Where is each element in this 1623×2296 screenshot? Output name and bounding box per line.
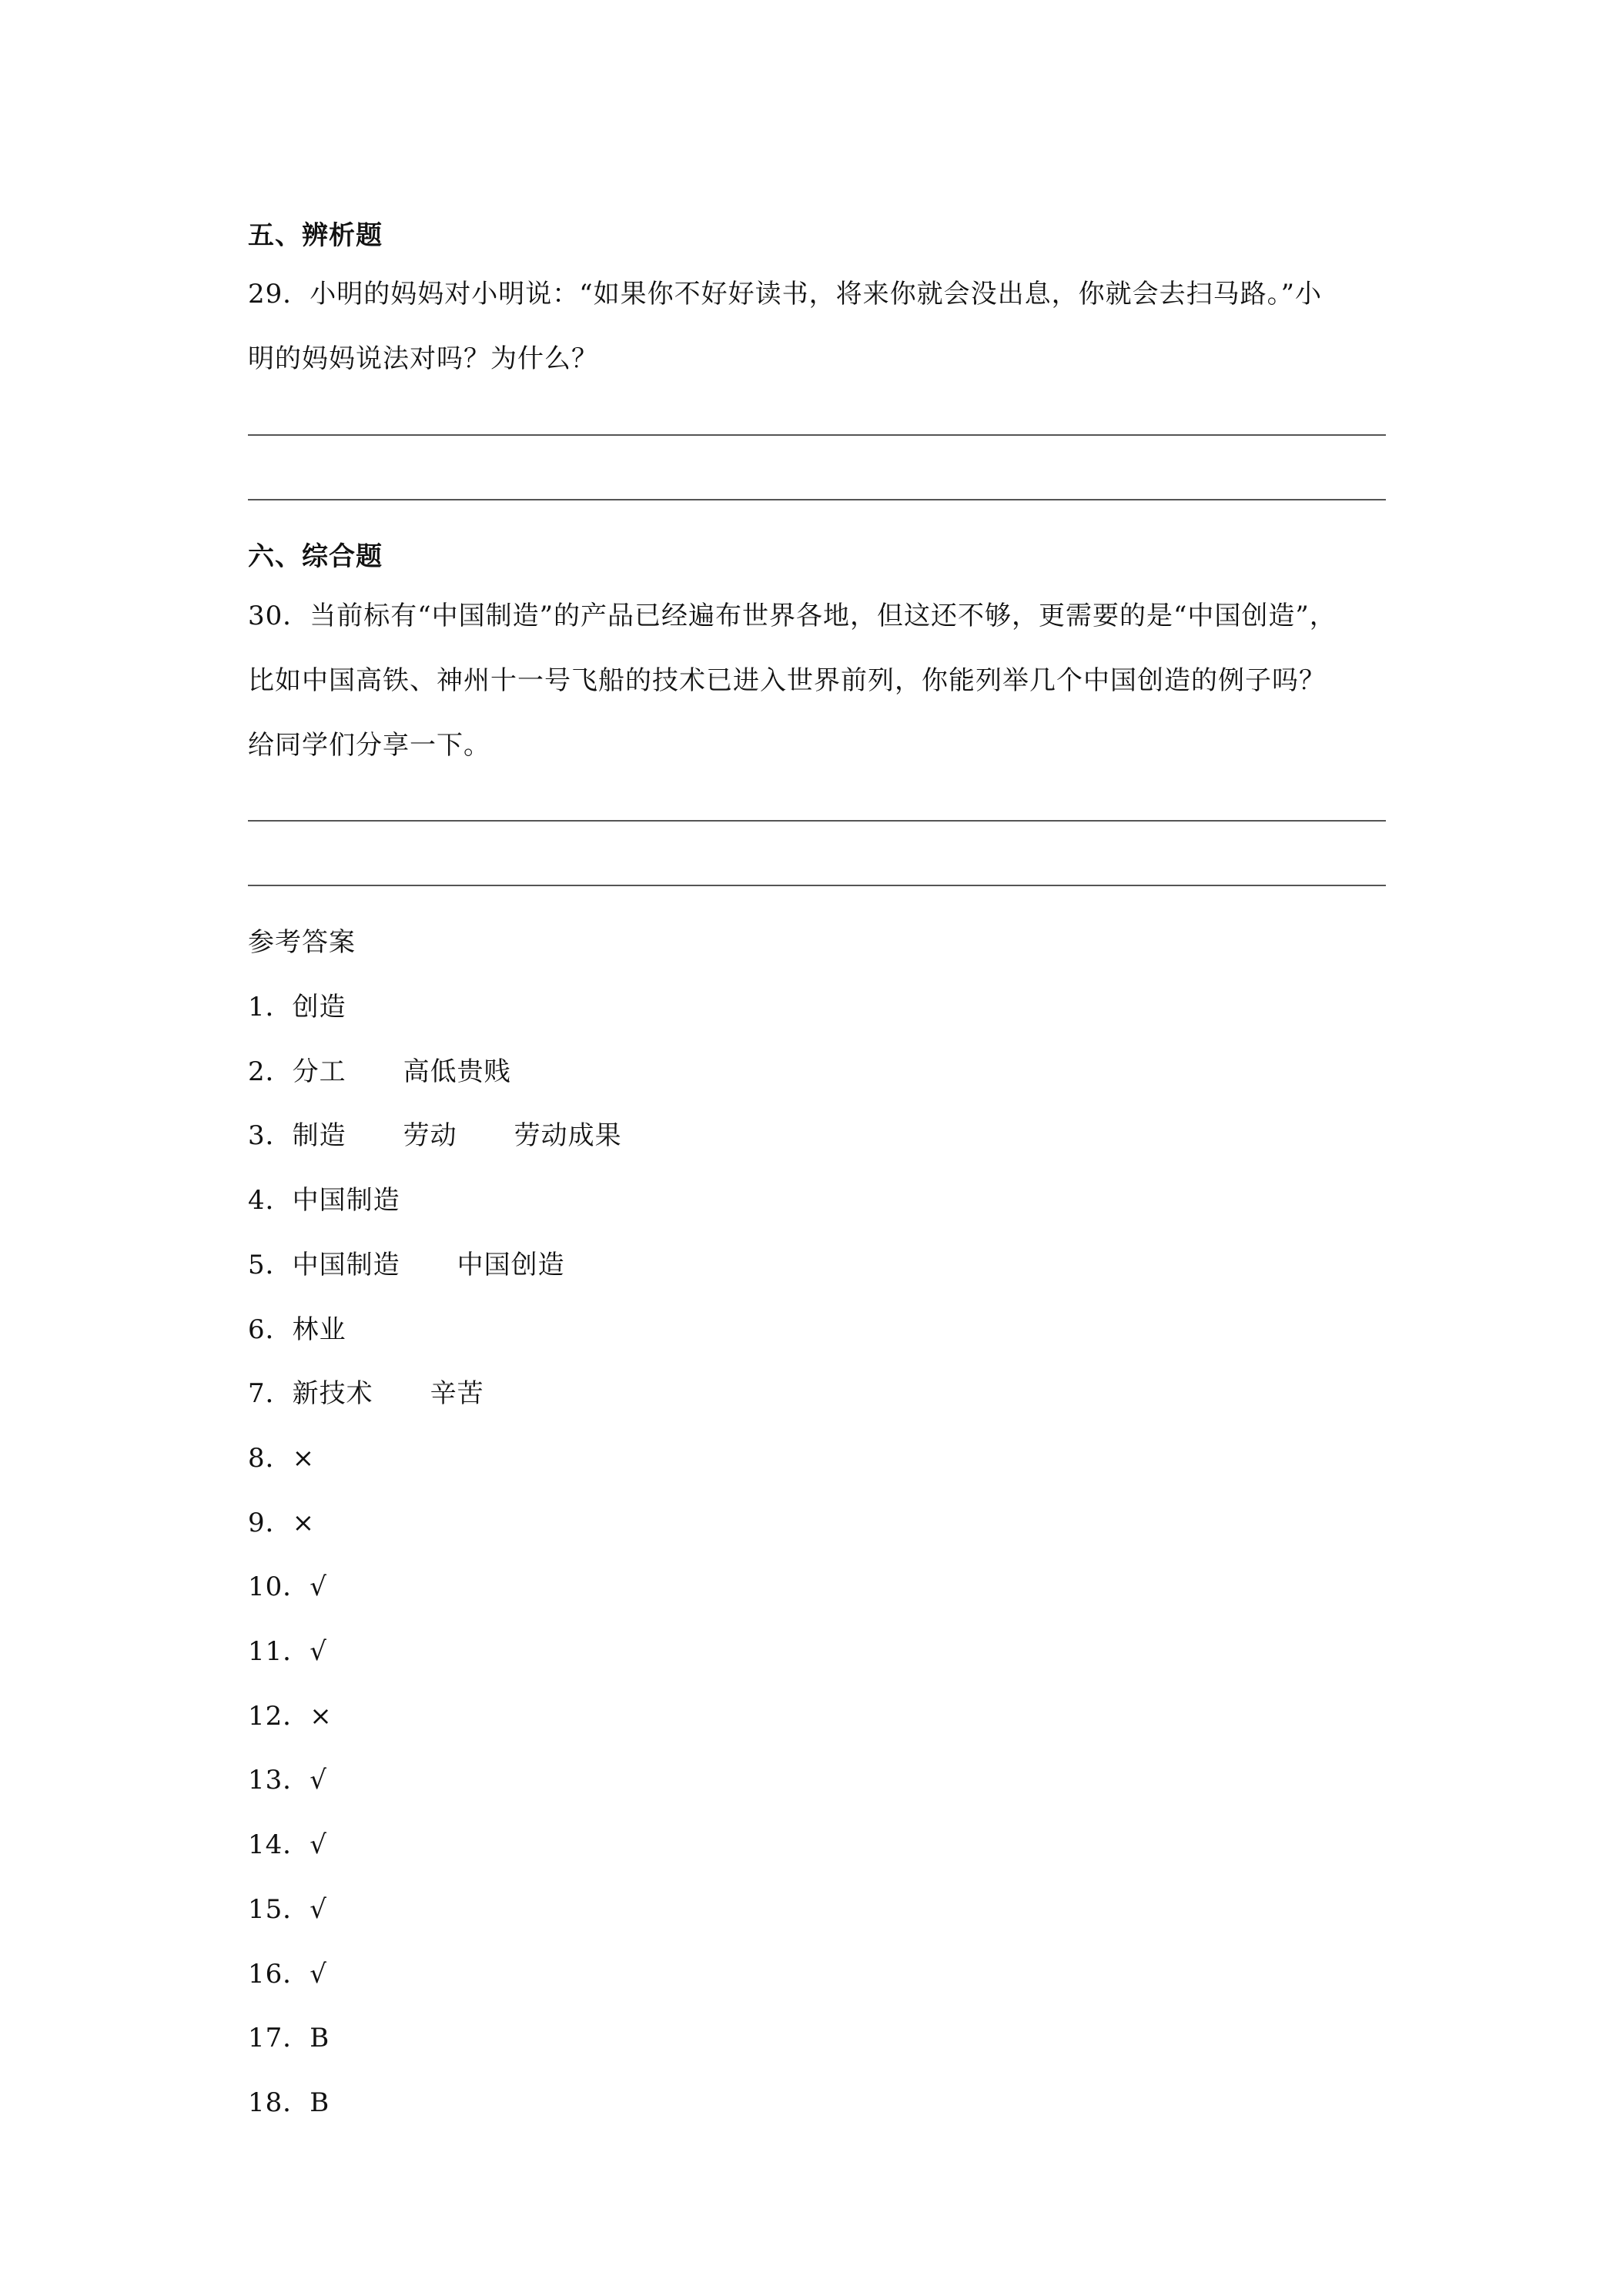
answer-item bbox=[248, 1759, 327, 1796]
answer-line bbox=[248, 820, 1386, 822]
answer-number: 3． bbox=[248, 1120, 293, 1151]
answer-number: 5． bbox=[248, 1250, 293, 1280]
answer-item bbox=[248, 1888, 327, 1926]
answer-value: 中国制造 bbox=[292, 1185, 400, 1216]
answer-line bbox=[248, 885, 1386, 886]
answer-item bbox=[248, 1243, 565, 1281]
question-line: 30．当前标有“中国制造”的产品已经遍布世界各地，但这还不够，更需要的是“中国创造”， bbox=[248, 601, 1337, 631]
answer-number: 4． bbox=[248, 1185, 293, 1216]
answer-number: 7． bbox=[248, 1378, 293, 1409]
answer-number: 8． bbox=[248, 1443, 293, 1474]
answer-value: 制造 bbox=[292, 1120, 346, 1151]
answer-number: 13． bbox=[248, 1765, 310, 1796]
answer-item bbox=[248, 1823, 327, 1861]
answer-item bbox=[248, 1565, 327, 1603]
section-title-discrimination: 五、辨析题 bbox=[248, 220, 383, 251]
answer-number: 9． bbox=[248, 1508, 293, 1538]
answer-item bbox=[248, 1372, 484, 1410]
answer-value: B bbox=[310, 2087, 330, 2118]
question-line: 29．小明的妈妈对小明说：“如果你不好好读书，将来你就会没出息，你就会去扫马路。”小 bbox=[248, 279, 1323, 310]
answer-number: 15． bbox=[248, 1894, 310, 1925]
question-line: 给同学们分享一下。 bbox=[248, 730, 490, 761]
answer-value: √ bbox=[310, 1894, 327, 1925]
answer-item bbox=[248, 1695, 333, 1732]
answer-number: 12． bbox=[248, 1701, 310, 1732]
answer-value: × bbox=[310, 1701, 333, 1732]
answer-number: 18． bbox=[248, 2087, 310, 2118]
answer-line bbox=[248, 434, 1386, 436]
question-29 bbox=[248, 262, 1386, 391]
answer-value: 创造 bbox=[292, 992, 346, 1022]
answer-item bbox=[248, 2017, 330, 2054]
answer-item bbox=[248, 1501, 315, 1539]
answer-item bbox=[248, 1630, 327, 1668]
answer-value: √ bbox=[310, 1959, 327, 1990]
answer-number: 6． bbox=[248, 1314, 293, 1345]
answer-item bbox=[248, 986, 346, 1023]
question-line: 比如中国高铁、神州十一号飞船的技术已进入世界前列，你能列举几个中国创造的例子吗？ bbox=[248, 665, 1326, 696]
section-title-comprehensive: 六、综合题 bbox=[248, 541, 383, 572]
answer-item bbox=[248, 2081, 330, 2119]
answer-line bbox=[248, 499, 1386, 500]
answer-value: × bbox=[292, 1443, 316, 1474]
answer-value: B bbox=[310, 2023, 330, 2053]
answer-value: 新技术 bbox=[292, 1378, 373, 1409]
answer-item bbox=[248, 1437, 315, 1474]
answer-number: 1． bbox=[248, 992, 293, 1022]
answer-value: 中国制造 bbox=[292, 1250, 400, 1280]
answer-value: √ bbox=[310, 1765, 327, 1796]
answer-item bbox=[248, 1050, 511, 1088]
answer-value: 高低贵贱 bbox=[403, 1056, 511, 1087]
answer-value: 林业 bbox=[292, 1314, 346, 1345]
answers-heading: 参考答案 bbox=[248, 927, 356, 958]
answer-number: 2． bbox=[248, 1056, 293, 1087]
answer-value: √ bbox=[310, 1636, 327, 1667]
answer-number: 14． bbox=[248, 1829, 310, 1860]
answer-value: 劳动 bbox=[403, 1120, 457, 1151]
answer-number: 17． bbox=[248, 2023, 310, 2053]
answer-value: × bbox=[292, 1508, 316, 1538]
answer-number: 16． bbox=[248, 1959, 310, 1990]
answer-item bbox=[248, 1953, 327, 1990]
question-line: 明的妈妈说法对吗？为什么？ bbox=[248, 343, 598, 374]
answer-value: √ bbox=[310, 1829, 327, 1860]
answer-number: 10． bbox=[248, 1571, 310, 1602]
answer-item bbox=[248, 1179, 400, 1217]
question-30 bbox=[248, 584, 1386, 778]
answer-value: 中国创造 bbox=[457, 1250, 565, 1280]
answer-value: 辛苦 bbox=[430, 1378, 484, 1409]
answer-value: 劳动成果 bbox=[514, 1120, 622, 1151]
answer-number: 11． bbox=[248, 1636, 310, 1667]
answer-item bbox=[248, 1308, 346, 1346]
answer-item bbox=[248, 1114, 622, 1152]
answer-value: √ bbox=[310, 1571, 327, 1602]
answer-value: 分工 bbox=[292, 1056, 346, 1087]
